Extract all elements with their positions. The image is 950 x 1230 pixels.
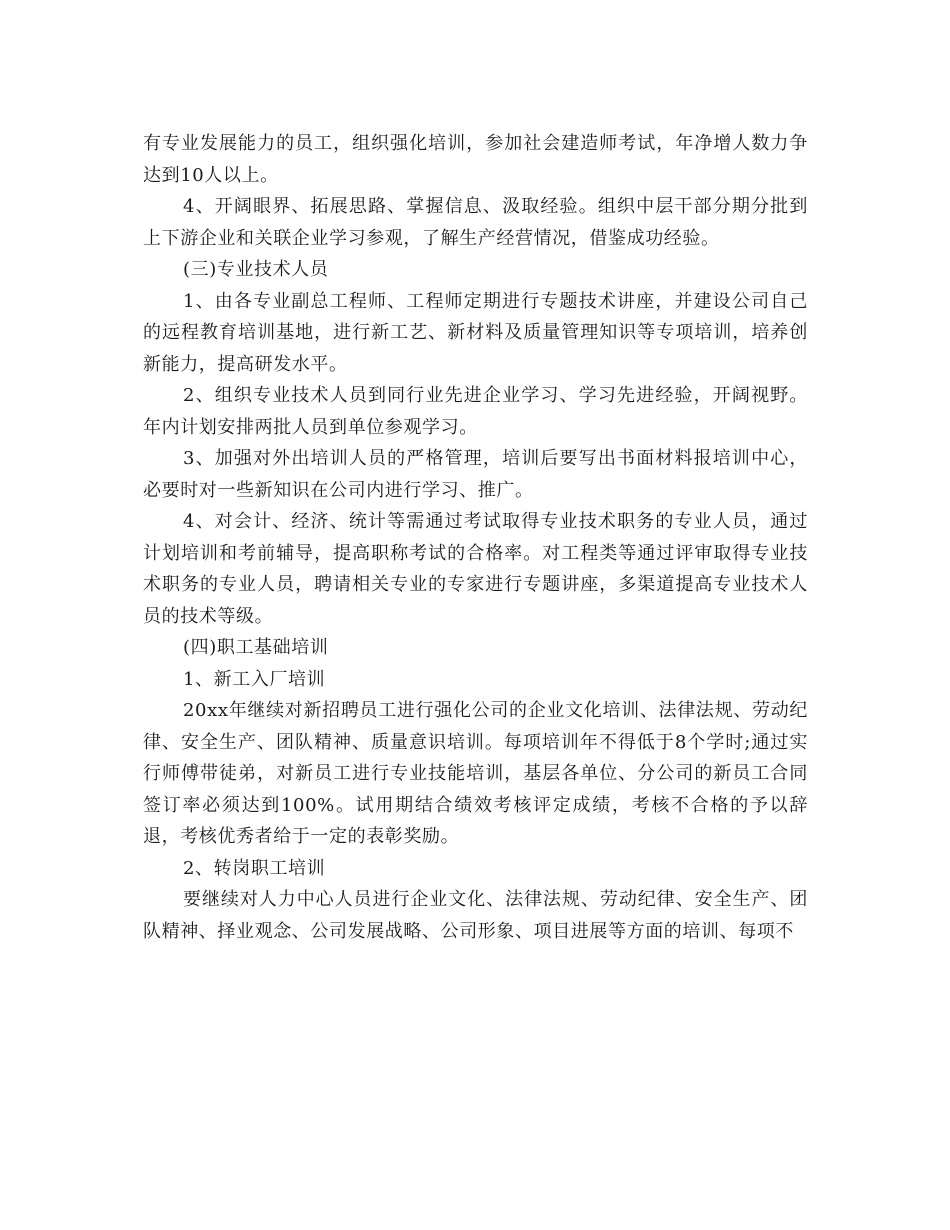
- paragraph-5: 2、组织专业技术人员到同行业先进企业学习、学习先进经验，开阔视野。年内计划安排两批人员到单位参观学习。: [143, 385, 808, 438]
- subheading-new-staff: 1、新工入厂培训: [183, 668, 326, 690]
- paragraph-6: 3、加强对外出培训人员的严格管理，培训后要写出书面材料报培训中心，必要时对一些新知识在公司内进行学习、推广。: [143, 448, 808, 501]
- subheading-transfer-staff: 2、转岗职工培训: [183, 857, 326, 879]
- section-heading-4: (四)职工基础培训: [183, 637, 329, 658]
- paragraph-7: 4、对会计、经济、统计等需通过考试取得专业技术职务的专业人员，通过计划培训和考前辅导，提高职称考试的合格率。对工程类等通过评审取得专业技术职务的专业人员，聘请相关专业的专家进行专题讲座，多渠道提高专业技术人员的技术等级。: [143, 511, 808, 627]
- paragraph-1: 有专业发展能力的员工，组织强化培训，参加社会建造师考试，年净增人数力争达到10人以上。: [143, 133, 808, 186]
- paragraph-12: 要继续对人力中心人员进行企业文化、法律法规、劳动纪律、安全生产、团队精神、择业观念、公司发展战略、公司形象、项目进展等方面的培训、每项不: [143, 889, 808, 942]
- paragraph-10: 20xx年继续对新招聘员工进行强化公司的企业文化培训、法律法规、劳动纪律、安全生产、团队精神、质量意识培训。每项培训年不得低于8个学时;通过实行师傅带徒弟，对新员工进行专业技能培训，基层各单位、分公司的新员工合同签订率必须达到100%。试用期结合绩效考核评定成绩，考核不合格的予以辞退，考核优秀者给于一定的表彰奖励。: [143, 700, 808, 847]
- paragraph-2: 4、开阔眼界、拓展思路、掌握信息、汲取经验。组织中层干部分期分批到上下游企业和关联企业学习参观，了解生产经营情况，借鉴成功经验。: [143, 196, 808, 249]
- section-heading-3: (三)专业技术人员: [183, 259, 329, 280]
- document-body: [143, 128, 808, 947]
- paragraph-4: 1、由各专业副总工程师、工程师定期进行专题技术讲座，并建设公司自己的远程教育培训基地，进行新工艺、新材料及质量管理知识等专项培训，培养创新能力，提高研发水平。: [143, 290, 808, 375]
